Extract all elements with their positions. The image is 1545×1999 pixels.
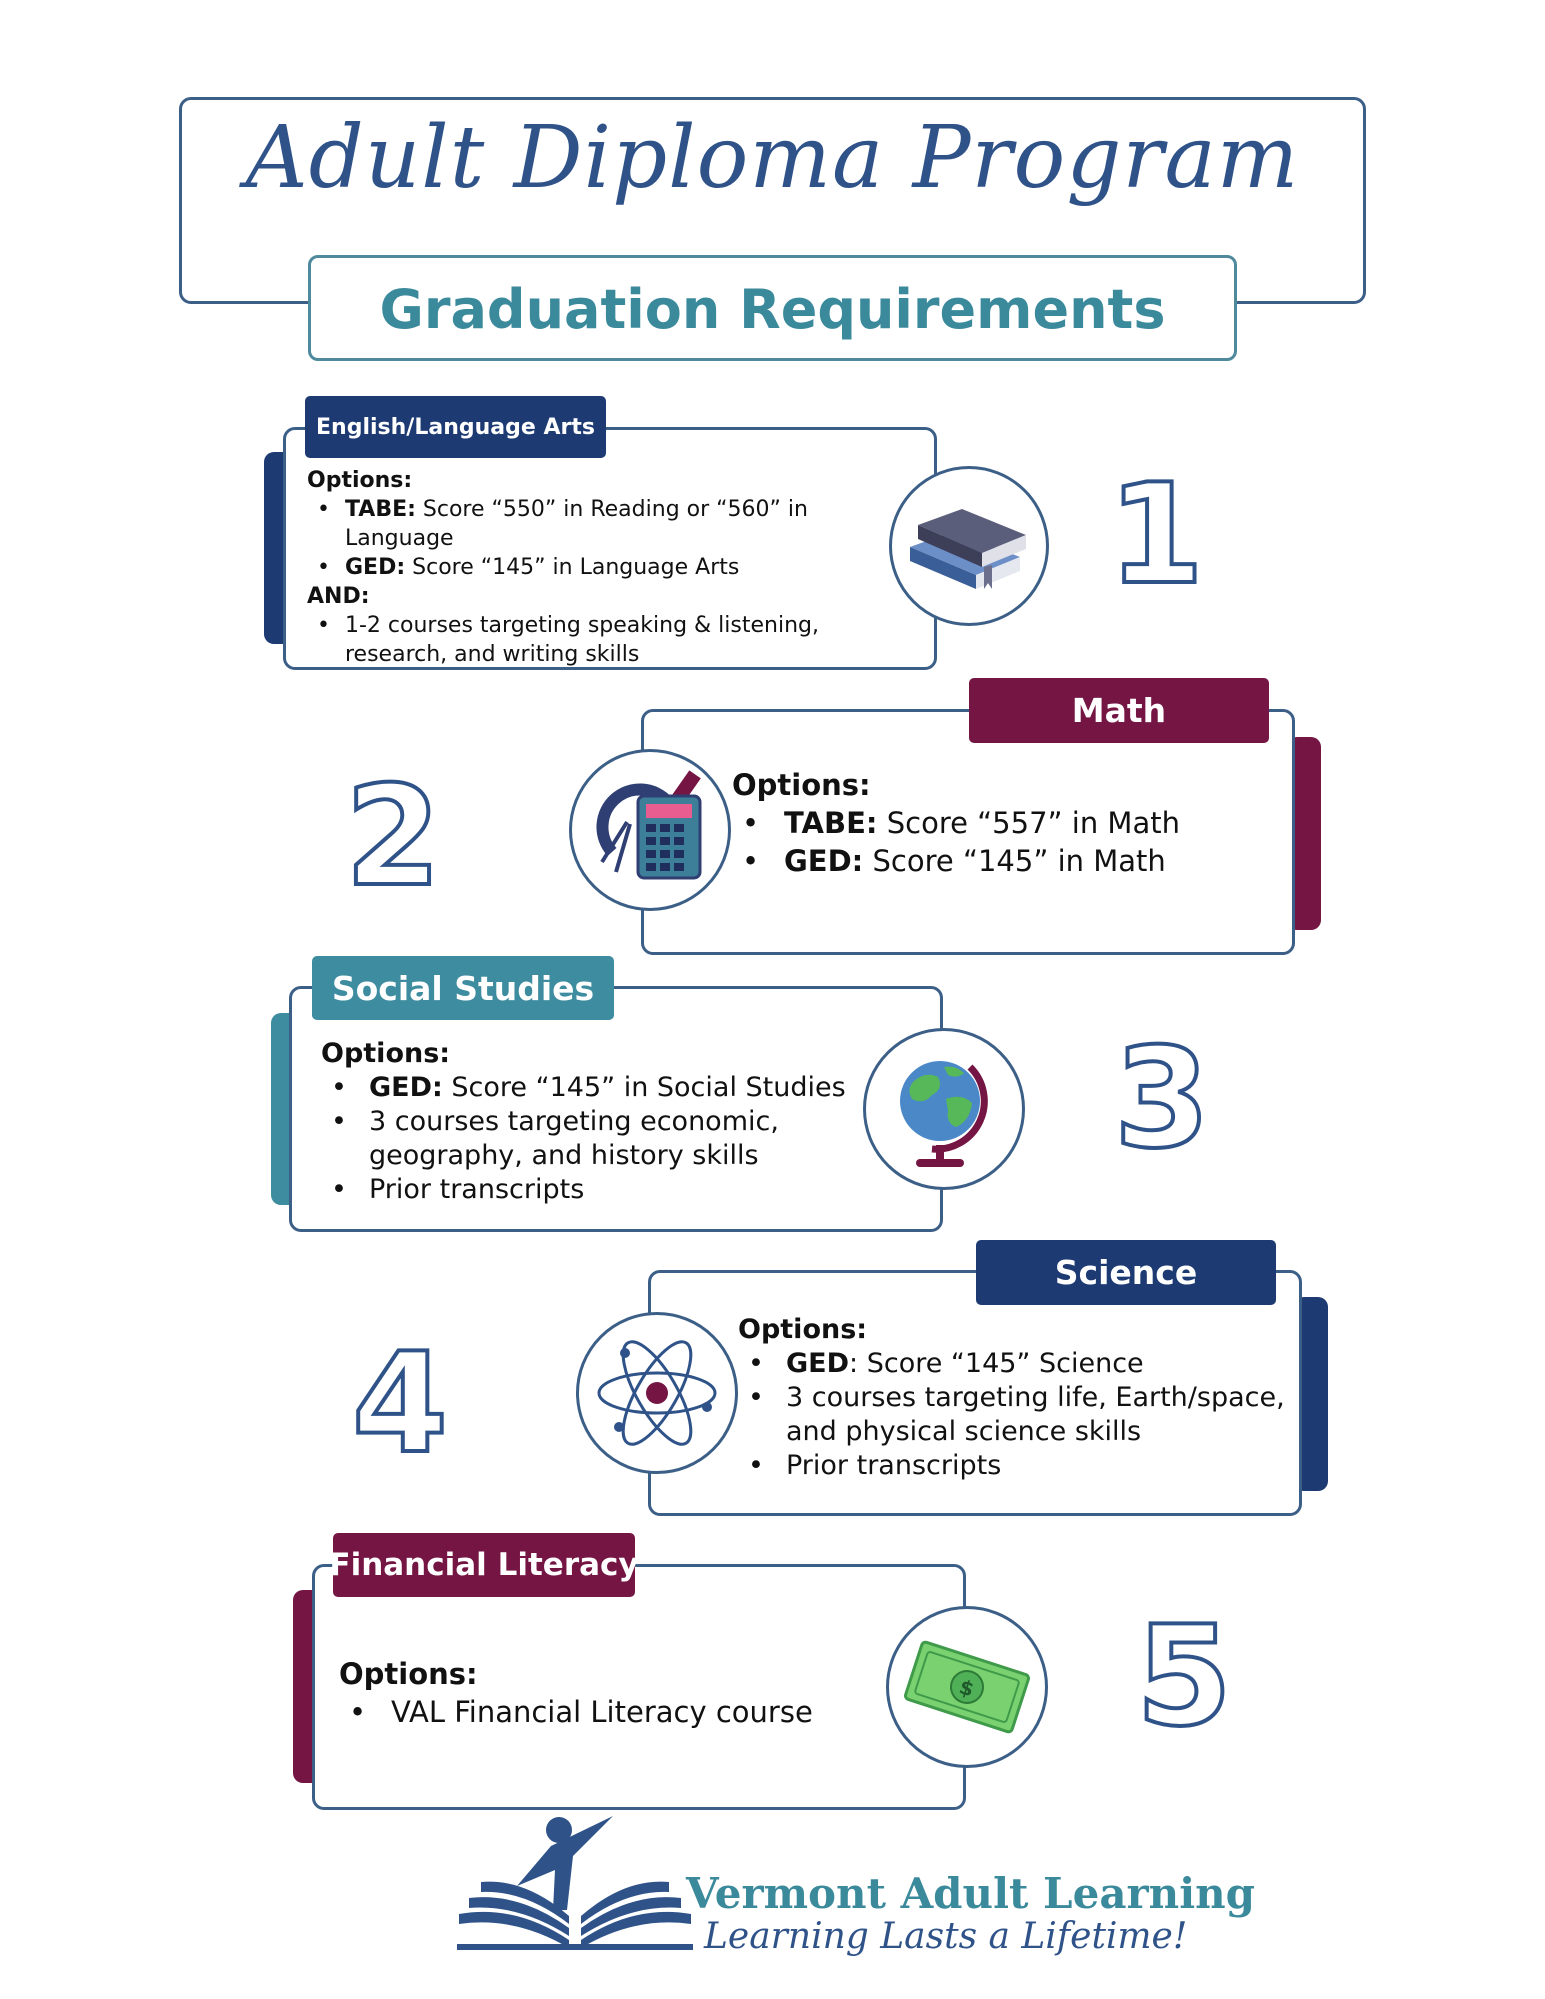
- list-item: [339, 1693, 939, 1731]
- tab-social-studies: Social Studies: [312, 956, 614, 1020]
- social-card: [289, 986, 943, 1232]
- math-number: 2: [345, 756, 442, 917]
- social-icon-circle: [863, 1028, 1025, 1190]
- math-item-1-text: Score “557” in Math: [877, 806, 1180, 840]
- science-item-1-bold: GED: [786, 1348, 850, 1379]
- finance-card: [312, 1564, 966, 1810]
- science-item-1-text: : Score “145” Science: [849, 1348, 1144, 1379]
- svg-text:$: $: [956, 1674, 978, 1702]
- list-item: [307, 553, 867, 582]
- science-card: [648, 1270, 1302, 1516]
- social-item-1-bold: GED:: [369, 1072, 443, 1103]
- finance-options-list: [339, 1693, 939, 1731]
- ela-item-1-bold: TABE:: [345, 497, 416, 522]
- list-item: [307, 495, 867, 553]
- math-item-2-text: Score “145” in Math: [863, 844, 1166, 878]
- page-subtitle: Graduation Requirements: [379, 278, 1166, 341]
- math-item-2-bold: GED:: [784, 844, 864, 878]
- math-card: [641, 709, 1295, 955]
- ela-item-2-text: Score “145” in Language Arts: [405, 555, 740, 580]
- ela-icon-circle: [889, 466, 1049, 626]
- ela-card: [283, 427, 937, 670]
- social-number: 3: [1114, 1018, 1211, 1179]
- finance-number: 5: [1136, 1596, 1233, 1757]
- finance-icon-circle: [886, 1606, 1048, 1768]
- science-content: [738, 1313, 1303, 1483]
- list-item: [732, 842, 1292, 880]
- science-number: 4: [352, 1323, 449, 1484]
- page-title: Adult Diploma Program: [245, 108, 1300, 208]
- social-item-2-text: 3 courses targeting economic, geography, and history skills: [369, 1106, 779, 1171]
- science-options-list: [738, 1347, 1303, 1483]
- science-icon-circle: [576, 1312, 738, 1474]
- math-options-label: Options:: [732, 768, 871, 802]
- math-icon-circle: [569, 749, 731, 911]
- math-options-list: [732, 804, 1292, 880]
- ela-and-label: AND:: [307, 584, 370, 609]
- ela-and-list: [307, 611, 867, 669]
- calculator-icon: [572, 752, 728, 908]
- ela-and-item-1-text: 1-2 courses targeting speaking & listening, research, and writing skills: [345, 613, 819, 667]
- atom-icon: [579, 1315, 735, 1471]
- ela-content: [307, 466, 867, 669]
- org-tagline: Learning Lasts a Lifetime!: [704, 1916, 1188, 1957]
- tab-math: Math: [969, 678, 1269, 743]
- book-reader-logo-icon: [455, 1812, 695, 1962]
- ela-options-label: Options:: [307, 468, 413, 493]
- list-item: [307, 611, 867, 669]
- list-item: [738, 1347, 1303, 1381]
- list-item: [321, 1105, 911, 1173]
- social-options-label: Options:: [321, 1038, 451, 1069]
- org-name: Vermont Adult Learning: [686, 1869, 1256, 1918]
- finance-item-1-text: VAL Financial Literacy course: [391, 1695, 813, 1729]
- ela-item-1-text: Score “550” in Reading or “560” in Language: [345, 497, 808, 551]
- social-item-1-text: Score “145” in Social Studies: [442, 1072, 846, 1103]
- ela-number: 1: [1108, 454, 1205, 615]
- finance-options-label: Options:: [339, 1657, 478, 1691]
- money-icon: [889, 1609, 1045, 1765]
- ela-item-2-bold: GED:: [345, 555, 406, 580]
- science-options-label: Options:: [738, 1314, 868, 1345]
- books-icon: [892, 469, 1046, 623]
- science-item-3-text: Prior transcripts: [786, 1450, 1002, 1481]
- list-item: [321, 1071, 911, 1105]
- finance-content: [339, 1655, 939, 1731]
- list-item: [321, 1173, 911, 1207]
- list-item: [738, 1381, 1303, 1449]
- tab-financial-literacy: Financial Literacy: [333, 1533, 635, 1597]
- tab-english-language-arts: English/Language Arts: [305, 396, 606, 458]
- social-item-3-text: Prior transcripts: [369, 1174, 585, 1205]
- list-item: [738, 1449, 1303, 1483]
- ela-options-list: [307, 495, 867, 582]
- science-item-2-text: 3 courses targeting life, Earth/space, and physical science skills: [786, 1382, 1285, 1447]
- tab-science: Science: [976, 1240, 1276, 1305]
- math-content: [732, 766, 1292, 880]
- math-item-1-bold: TABE:: [784, 806, 878, 840]
- social-content: [321, 1037, 911, 1207]
- social-options-list: [321, 1071, 911, 1207]
- list-item: [732, 804, 1292, 842]
- globe-icon: [866, 1031, 1022, 1187]
